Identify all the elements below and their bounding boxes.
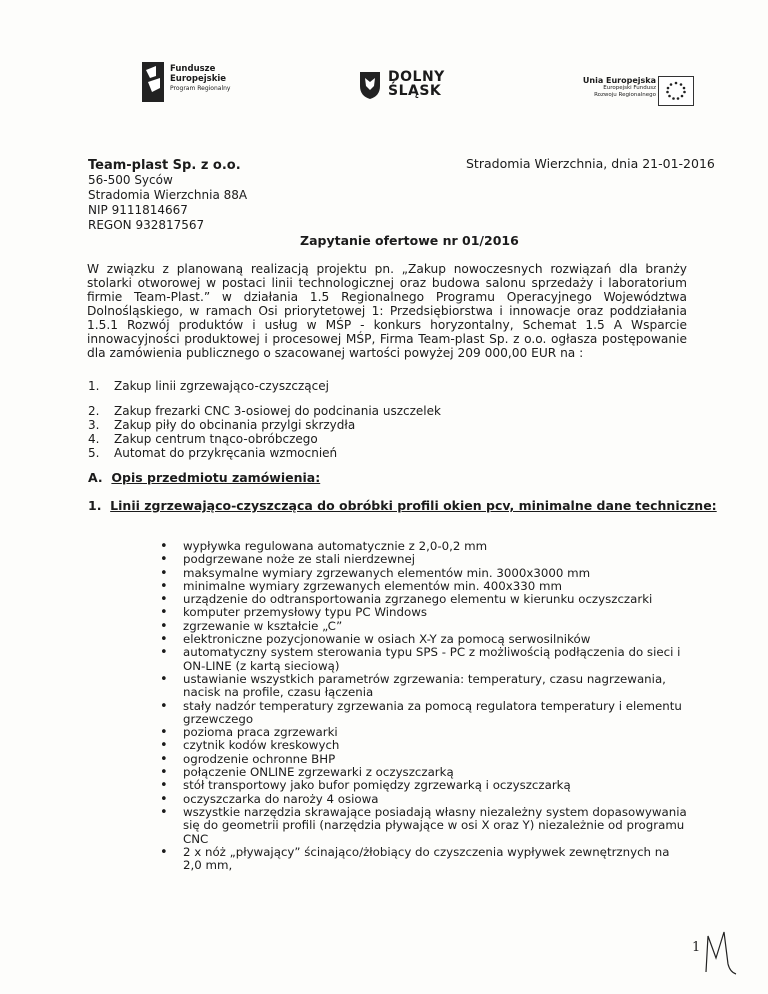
company-postal: 56-500 Syców — [88, 173, 173, 187]
list-item: • czytnik kodów kreskowych — [160, 739, 690, 752]
fundusze-line3: Program Regionalny — [170, 85, 231, 92]
list-item: • maksymalne wymiary zgrzewanych elementów min. 3000x3000 mm — [160, 567, 690, 580]
slask-line: ŚLĄSK — [388, 83, 442, 99]
section-1-heading: 1. Linii zgrzewająco-czyszcząca do obróbki profili okien pcv, minimalne dane techniczne: — [88, 498, 717, 513]
fundusze-line1: Fundusze — [170, 64, 216, 74]
list-item: • połączenie ONLINE zgrzewarki z oczyszczarką — [160, 766, 690, 779]
company-nip: NIP 9111814667 — [88, 203, 188, 217]
eu-flag-icon — [658, 76, 694, 106]
list-item: • 2 x nóż „pływający” ścinająco/żłobiący do czyszczenia wypływek zewnętrznych na 2,0 mm, — [160, 846, 690, 873]
intro-paragraph: W związku z planowaną realizacją projektu pn. „Zakup nowoczesnych rozwiązań dla branży stolarki otworowej w postaci linii technologicznej oraz budowa salonu sprzedaży i laboratorium firmie Team-Plast.” w działania 1.5 Regionalnego Programu Operacyjnego Województwa Dolnośląskiego, w ramach Osi priorytetowej 1: Przedsiębiorstwa i innowacje oraz poddziałania 1.5.1 Rozwój produktów i usług w MŚP - konkurs horyzontalny, Schemat 1.5 A Wsparcie innowacyjności produktowej i procesowej MŚP, Firma Team-plast Sp. z o.o. ogłasza postępowanie dla zamówienia publicznego o szacowanej wartości powyżej 209 000,00 EUR na : — [87, 262, 687, 360]
handwritten-initial — [700, 928, 738, 976]
list-item: • minimalne wymiary zgrzewanych elementów min. 400x330 mm — [160, 580, 690, 593]
list-item: • podgrzewane noże ze stali nierdzewnej — [160, 553, 690, 566]
list-item: • elektroniczne pozycjonowanie w osiach X-Y za pomocą serwosilników — [160, 633, 690, 646]
list-item: • stół transportowy jako bufor pomiędzy zgrzewarką i oczyszczarką — [160, 779, 690, 792]
spec-bullet-list — [160, 540, 690, 872]
company-street: Stradomia Wierzchnia 88A — [88, 188, 248, 202]
company-name: Team-plast Sp. z o.o. — [88, 158, 241, 173]
dolny-slask-logo — [358, 70, 468, 102]
list-item: • wszystkie narzędzia skrawające posiadają własny niezależny system dopasowywania się do geometrii profili (narzędzia pływające w osi X oraz Y) niezależnie od programu CNC — [160, 806, 690, 846]
list-item: • komputer przemysłowy typu PC Windows — [160, 606, 690, 619]
list-item: 5. Automat do przykręcania wzmocnień — [88, 446, 338, 460]
list-item: • wypływka regulowana automatycznie z 2,0-0,2 mm — [160, 540, 690, 553]
dolny-line: DOLNY — [388, 69, 445, 85]
place-date: Stradomia Wierzchnia, dnia 21-01-2016 — [466, 156, 715, 171]
list-item: • stały nadzór temperatury zgrzewania za pomocą regulatora temperatury i elementu grzewczego — [160, 700, 690, 727]
eagle-crest-icon — [358, 70, 382, 100]
items-list — [88, 379, 441, 460]
page-number: 1 — [692, 940, 701, 955]
list-item: • urządzenie do odtransportowania zgrzanego elementu w kierunku oczyszczarki — [160, 593, 690, 606]
list-item: • pozioma praca zgrzewarki — [160, 726, 690, 739]
section-a-heading: A. Opis przedmiotu zamówienia: — [88, 470, 321, 485]
document-title: Zapytanie ofertowe nr 01/2016 — [300, 233, 519, 248]
unia-europejska-logo — [582, 76, 702, 108]
fundusze-flag-icon — [142, 62, 164, 102]
list-item: 4. Zakup centrum tnąco-obróbczego — [88, 432, 318, 446]
list-item: 3. Zakup piły do obcinania przylgi skrzydła — [88, 418, 356, 432]
fundusze-line2: Europejskie — [170, 74, 227, 84]
list-item: • zgrzewanie w kształcie „C” — [160, 620, 690, 633]
list-item: • ogrodzenie ochronne BHP — [160, 753, 690, 766]
company-regon: REGON 932817567 — [88, 218, 205, 232]
company-address — [88, 158, 247, 233]
list-item: 2. Zakup frezarki CNC 3-osiowej do podcinania uszczelek — [88, 404, 441, 418]
fundusze-europejskie-logo — [142, 62, 272, 106]
unia-line3: Rozwoju Regionalnego — [594, 92, 656, 98]
unia-line2: Europejski Fundusz — [603, 85, 656, 91]
list-item: • ustawianie wszystkich parametrów zgrzewania: temperatury, czasu nagrzewania, nacisk na profile, czasu łączenia — [160, 673, 690, 700]
list-item: 1. Zakup linii zgrzewająco-czyszczącej — [88, 379, 329, 393]
list-item: • oczyszczarka do naroży 4 osiowa — [160, 793, 690, 806]
list-item: • automatyczny system sterowania typu SPS - PC z możliwością podłączenia do sieci i ON-LINE (z kartą sieciową) — [160, 646, 690, 673]
unia-line1: Unia Europejska — [582, 76, 656, 85]
